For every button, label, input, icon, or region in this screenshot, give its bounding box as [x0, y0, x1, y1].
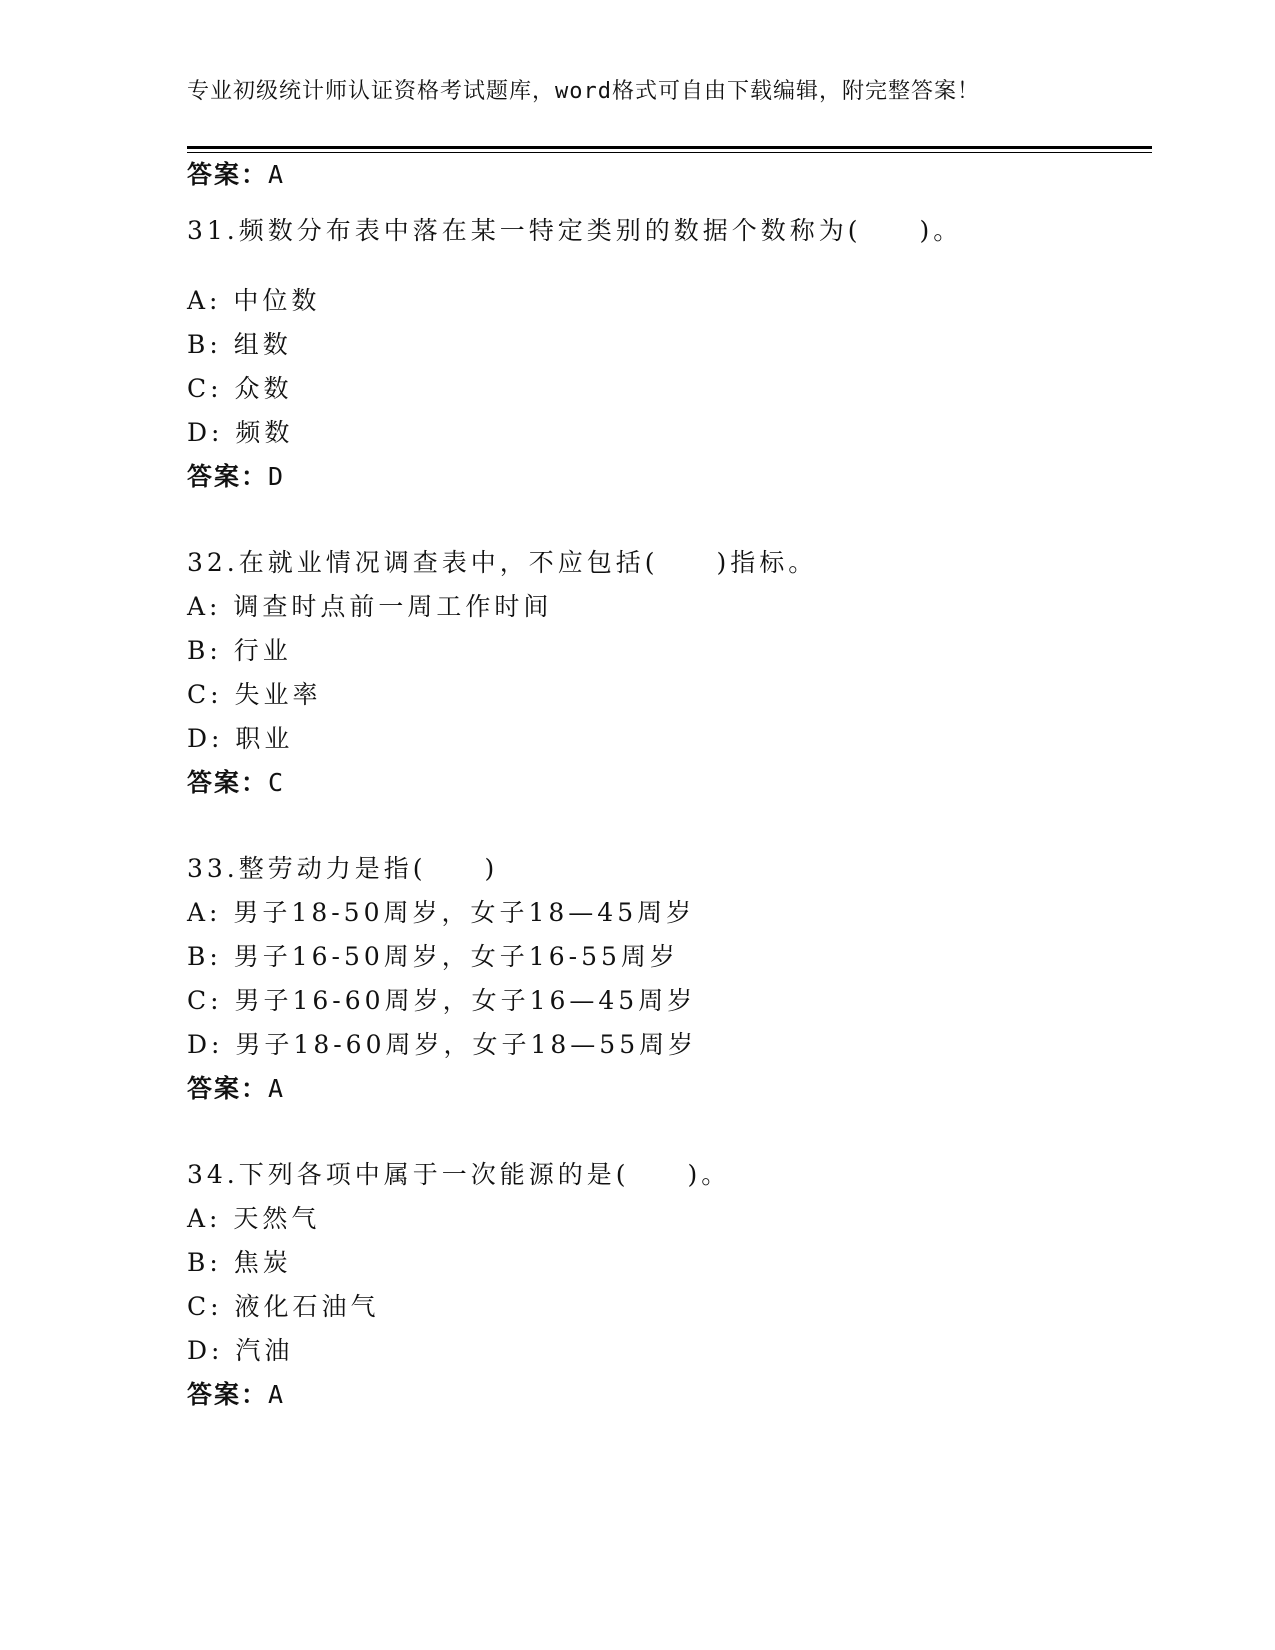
option-d: D: 男子18-60周岁，女子18—55周岁: [187, 1030, 698, 1059]
answer-label: 答案：: [187, 462, 269, 491]
answer-31: [187, 462, 285, 492]
answer-32: [187, 768, 285, 798]
option-c: C: 男子16-60周岁，女子16—45周岁: [187, 986, 697, 1015]
answer-34: [187, 1380, 285, 1410]
answer-value: D: [268, 462, 286, 491]
answer-label: 答案：: [187, 1380, 269, 1409]
option-a: A: 男子18-50周岁，女子18—45周岁: [187, 898, 696, 927]
question-stem-31: 31.频数分布表中落在某一特定类别的数据个数称为( )。: [187, 216, 963, 245]
page-header: 专业初级统计师认证资格考试题库，word格式可自由下载编辑，附完整答案！: [187, 79, 980, 104]
option-b: B: 焦炭: [187, 1248, 292, 1277]
option-b: B: 男子16-50周岁，女子16-55周岁: [187, 942, 679, 971]
option-c: C: 众数: [187, 374, 293, 403]
option-a: A: 中位数: [187, 286, 321, 315]
header-rule-thick: [187, 146, 1152, 149]
answer-label: 答案：: [187, 1074, 269, 1103]
answer-value: A: [268, 1380, 286, 1409]
answer-label: 答案：: [187, 768, 269, 797]
answer-label: 答案：: [187, 160, 269, 189]
option-d: D: 汽油: [187, 1336, 294, 1365]
header-rule-thin: [187, 152, 1152, 153]
answer-value: C: [268, 768, 286, 797]
answer-33: [187, 1074, 285, 1104]
option-b: B: 行业: [187, 636, 292, 665]
option-c: C: 失业率: [187, 680, 322, 709]
question-stem-32: 32.在就业情况调查表中，不应包括( )指标。: [187, 548, 818, 577]
option-a: A: 调查时点前一周工作时间: [187, 592, 553, 621]
option-a: A: 天然气: [187, 1204, 321, 1233]
previous-answer: [187, 160, 285, 190]
option-b: B: 组数: [187, 330, 292, 359]
question-stem-33: 33.整劳动力是指( ): [187, 854, 499, 883]
answer-value: A: [268, 1074, 286, 1103]
option-c: C: 液化石油气: [187, 1292, 380, 1321]
option-d: D: 频数: [187, 418, 294, 447]
option-d: D: 职业: [187, 724, 294, 753]
question-stem-34: 34.下列各项中属于一次能源的是( )。: [187, 1160, 731, 1189]
answer-value: A: [268, 160, 286, 189]
